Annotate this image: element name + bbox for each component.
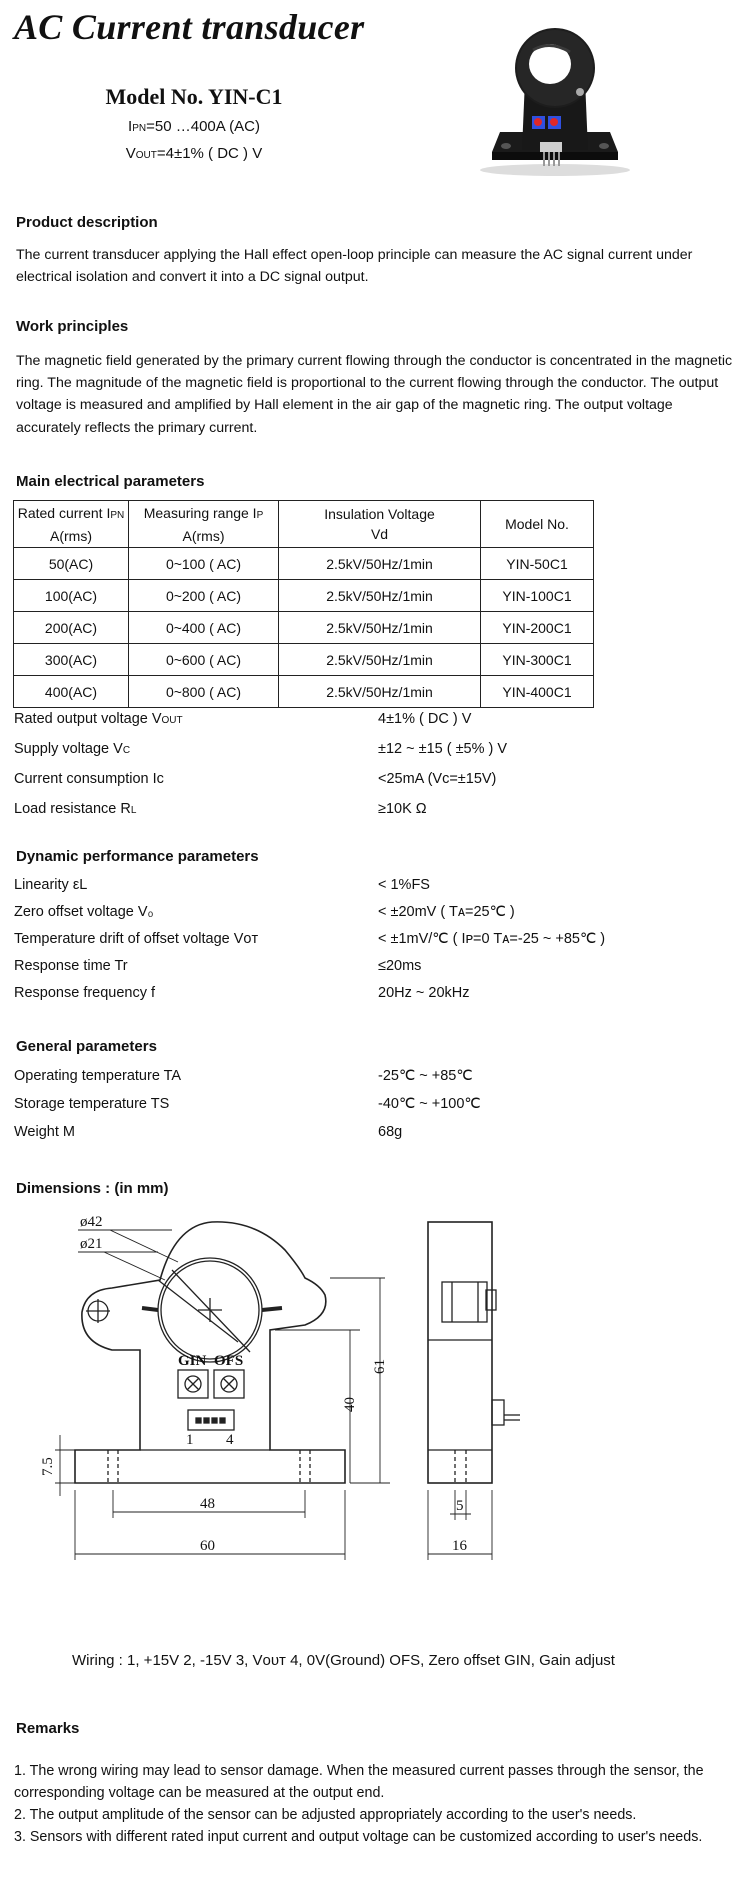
- param-label: Current consumption Ic: [14, 771, 164, 787]
- remark-item: 1. The wrong wiring may lead to sensor damage. When the measured current passes through the sensor, the corresponding voltage can be measured at the output end.: [14, 1763, 704, 1801]
- output-voltage-spec: VOUT=4±1% ( DC ) V: [125, 145, 263, 162]
- cell-insulation: 2.5kV/50Hz/1min: [279, 580, 481, 612]
- wiring-legend: Wiring : 1, +15V 2, -15V 3, Vᴏᴜᴛ 4, 0V(Ground) OFS, Zero offset GIN, Gain adjust: [72, 1652, 615, 1669]
- cell-rated: 50(AC): [14, 548, 129, 580]
- dynamic-performance-heading: Dynamic performance parameters: [16, 848, 259, 865]
- header-measuring-range: Measuring range IP A(rms): [129, 501, 279, 548]
- param-label: Supply voltage VC: [14, 741, 131, 757]
- cell-range: 0~200 ( AC): [129, 580, 279, 612]
- param-value: ±12 ~ ±15 ( ±5% ) V: [378, 741, 508, 757]
- param-value: < ±1mV/℃ ( Iᴘ=0 Tᴀ=-25 ~ +85℃ ): [378, 931, 606, 947]
- table-header-row: [14, 501, 594, 548]
- param-value: 4±1% ( DC ) V: [378, 711, 472, 727]
- work-principles-heading: Work principles: [16, 318, 129, 335]
- dim-61-label: 61: [372, 1359, 388, 1374]
- work-principles-text: The magnetic field generated by the primary current flowing through the conductor is concentrated in the magnetic ring. The magnitude of the magnetic field is proportional to the current flowing through the conductor. The output voltage is measured and amplified by Hall element in the air gap of the magnetic ring. The output voltage accurately reflects the primary current.: [16, 353, 733, 436]
- product-photo: [470, 20, 640, 180]
- remark-item: 3. Sensors with different rated input current and output voltage can be customized according to user's needs.: [14, 1829, 703, 1845]
- dim-16-label: 16: [452, 1538, 467, 1554]
- cell-rated: 400(AC): [14, 676, 129, 708]
- general-parameters-heading: General parameters: [16, 1038, 157, 1055]
- param-value: < ±20mV ( Tᴀ=25℃ ): [378, 904, 515, 920]
- cell-insulation: 2.5kV/50Hz/1min: [279, 548, 481, 580]
- product-description-heading: Product description: [16, 214, 158, 231]
- dim-48-label: 48: [200, 1496, 215, 1512]
- header-model-no: Model No.: [481, 501, 594, 548]
- param-label: Response time Tr: [14, 958, 128, 974]
- dim-40-label: 40: [342, 1397, 358, 1412]
- param-label: Zero offset voltage V₀: [14, 904, 154, 920]
- cell-range: 0~100 ( AC): [129, 548, 279, 580]
- cell-model: YIN-300C1: [481, 644, 594, 676]
- dim-7-5-label: 7.5: [40, 1457, 56, 1476]
- gin-label: GIN: [178, 1353, 207, 1369]
- table-row: [14, 676, 594, 708]
- dim-d21-label: ø21: [80, 1236, 103, 1252]
- pin4-label: 4: [226, 1432, 234, 1448]
- cell-model: YIN-200C1: [481, 612, 594, 644]
- cell-model: YIN-100C1: [481, 580, 594, 612]
- table-row: [14, 548, 594, 580]
- electrical-parameters-table: [13, 500, 594, 708]
- cell-rated: 200(AC): [14, 612, 129, 644]
- remarks-list: [14, 1760, 744, 1848]
- product-description-text: The current transducer applying the Hall effect open-loop principle can measure the AC signal current under electrical isolation and convert it into a DC signal output.: [16, 247, 693, 286]
- page-title: AC Current transducer: [14, 7, 365, 47]
- cell-range: 0~800 ( AC): [129, 676, 279, 708]
- param-value: ≤20ms: [378, 958, 422, 974]
- cell-rated: 100(AC): [14, 580, 129, 612]
- param-value: 68g: [378, 1124, 403, 1140]
- param-label: Load resistance RL: [14, 801, 137, 817]
- table-row: [14, 612, 594, 644]
- rated-current-spec: IPN=50 …400A (AC): [128, 118, 260, 135]
- param-value: < 1%FS: [378, 877, 430, 893]
- param-label: Response frequency f: [14, 985, 156, 1001]
- remark-item: 2. The output amplitude of the sensor can be adjusted appropriately according to the user's needs.: [14, 1807, 637, 1823]
- dim-60-label: 60: [200, 1538, 215, 1554]
- cell-insulation: 2.5kV/50Hz/1min: [279, 676, 481, 708]
- param-label: Operating temperature TA: [14, 1068, 182, 1084]
- main-electrical-heading: Main electrical parameters: [16, 473, 205, 490]
- header-insulation-voltage: Insulation Voltage Vd: [279, 501, 481, 548]
- cell-model: YIN-50C1: [481, 548, 594, 580]
- pin1-label: 1: [186, 1432, 194, 1448]
- param-label: Temperature drift of offset voltage Vᴏᴛ: [14, 931, 259, 947]
- param-value: <25mA (Vc=±15V): [378, 771, 497, 787]
- cell-range: 0~400 ( AC): [129, 612, 279, 644]
- remarks-heading: Remarks: [16, 1720, 80, 1737]
- param-label: Linearity εL: [14, 877, 88, 893]
- ofs-label: OFS: [214, 1353, 244, 1369]
- header-rated-current: Rated current IPN A(rms): [14, 501, 129, 548]
- table-row: [14, 644, 594, 676]
- param-label: Storage temperature TS: [14, 1096, 170, 1112]
- param-value: ≥10K Ω: [378, 801, 427, 817]
- model-number: Model No. YIN-C1: [105, 84, 283, 109]
- param-label: Rated output voltage VOUT: [14, 711, 183, 727]
- table-row: [14, 580, 594, 612]
- param-value: 20Hz ~ 20kHz: [378, 985, 470, 1001]
- cell-range: 0~600 ( AC): [129, 644, 279, 676]
- dim-d42-label: ø42: [80, 1214, 103, 1230]
- cell-insulation: 2.5kV/50Hz/1min: [279, 644, 481, 676]
- param-value: -40℃ ~ +100℃: [378, 1096, 481, 1112]
- dimensions-drawing: [0, 1200, 746, 1580]
- param-label: Weight M: [14, 1124, 75, 1140]
- cell-model: YIN-400C1: [481, 676, 594, 708]
- cell-insulation: 2.5kV/50Hz/1min: [279, 612, 481, 644]
- param-value: -25℃ ~ +85℃: [378, 1068, 473, 1084]
- dimensions-heading: Dimensions : (in mm): [16, 1180, 169, 1197]
- dim-5-label: 5: [456, 1498, 464, 1514]
- cell-rated: 300(AC): [14, 644, 129, 676]
